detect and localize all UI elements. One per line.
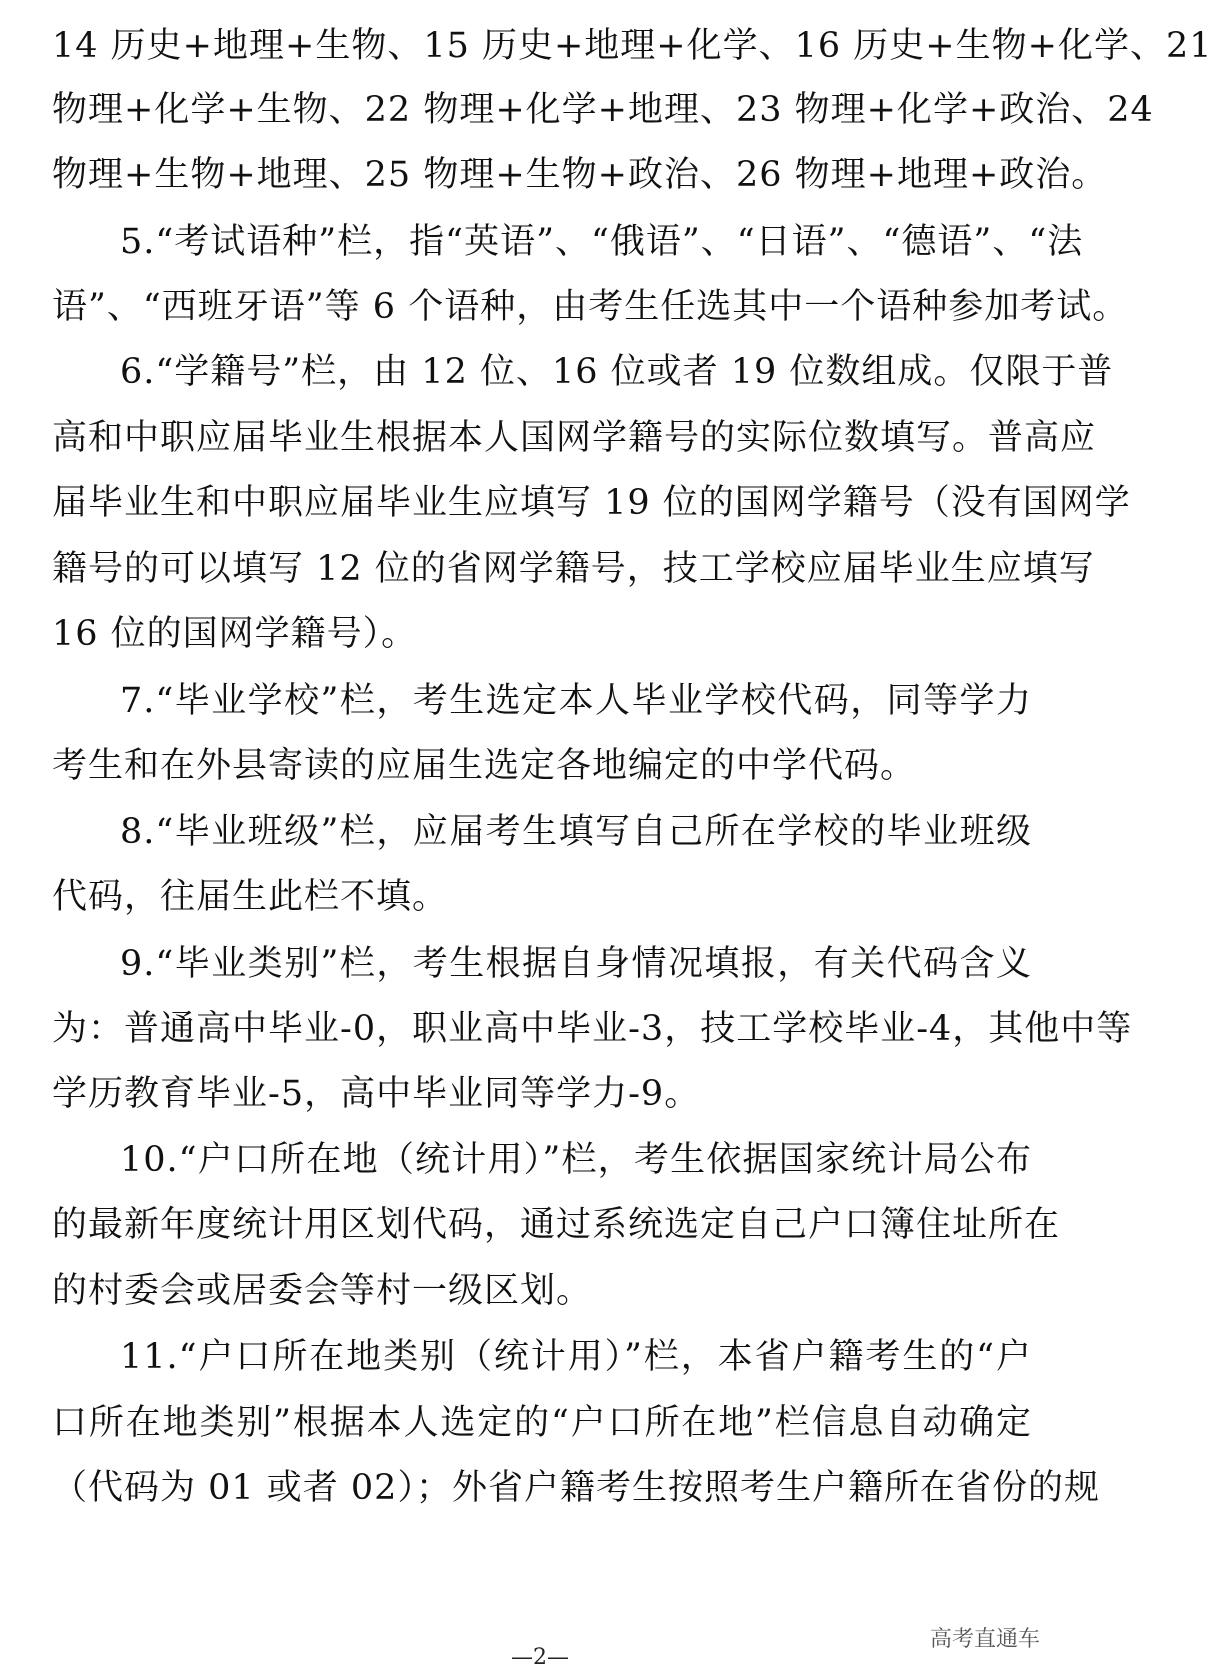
text-line: 物理+生物+地理、25 物理+生物+政治、26 物理+地理+政治。 <box>52 155 1108 195</box>
text-line: 为：普通高中毕业-0，职业高中毕业-3，技工学校毕业-4，其他中等 <box>52 1009 1133 1049</box>
text-line: 籍号的可以填写 12 位的省网学籍号，技工学校应届毕业生应填写 <box>52 549 1095 589</box>
text-line: 11.“户口所在地类别（统计用）”栏，本省户籍考生的“户 <box>120 1337 1032 1377</box>
text-line: 10.“户口所在地（统计用）”栏，考生依据国家统计局公布 <box>120 1140 1032 1180</box>
text-line: 6.“学籍号”栏，由 12 位、16 位或者 19 位数组成。仅限于普 <box>120 352 1114 392</box>
text-line: 8.“毕业班级”栏，应届考生填写自己所在学校的毕业班级 <box>120 812 1032 852</box>
watermark-text: 高考直通车 <box>929 1627 1040 1652</box>
text-line: 5.“考试语种”栏，指“英语”、“俄语”、“日语”、“德语”、“法 <box>120 222 1084 262</box>
text-line: 考生和在外县寄读的应届生选定各地编定的中学代码。 <box>52 746 917 786</box>
text-line: 7.“毕业学校”栏，考生选定本人毕业学校代码，同等学力 <box>120 681 1032 721</box>
text-line: （代码为 01 或者 02）；外省户籍考生按照考生户籍所在省份的规 <box>52 1468 1100 1508</box>
text-line: 16 位的国网学籍号）。 <box>52 614 418 654</box>
text-line: 物理+化学+生物、22 物理+化学+地理、23 物理+化学+政治、24 <box>52 90 1154 130</box>
text-line: 学历教育毕业-5，高中毕业同等学力-9。 <box>52 1074 701 1114</box>
text-line: 14 历史+地理+生物、15 历史+地理+化学、16 历史+生物+化学、21 <box>52 26 1212 66</box>
text-line: 届毕业生和中职应届毕业生应填写 19 位的国网学籍号（没有国网学 <box>52 483 1131 523</box>
text-line: 的最新年度统计用区划代码，通过系统选定自己户口簿住址所在 <box>52 1205 1061 1245</box>
text-line: 语”、“西班牙语”等 6 个语种，由考生任选其中一个语种参加考试。 <box>52 287 1129 327</box>
text-line: 口所在地类别”根据本人选定的“户口所在地”栏信息自动确定 <box>52 1403 1032 1443</box>
text-line: 的村委会或居委会等村一级区划。 <box>52 1271 593 1311</box>
text-line: 9.“毕业类别”栏，考生根据自身情况填报，有关代码含义 <box>120 944 1032 984</box>
text-line: 代码，往届生此栏不填。 <box>52 877 449 917</box>
page-number: —2— <box>511 1645 569 1670</box>
text-line: 高和中职应届毕业生根据本人国网学籍号的实际位数填写。普高应 <box>52 418 1097 458</box>
